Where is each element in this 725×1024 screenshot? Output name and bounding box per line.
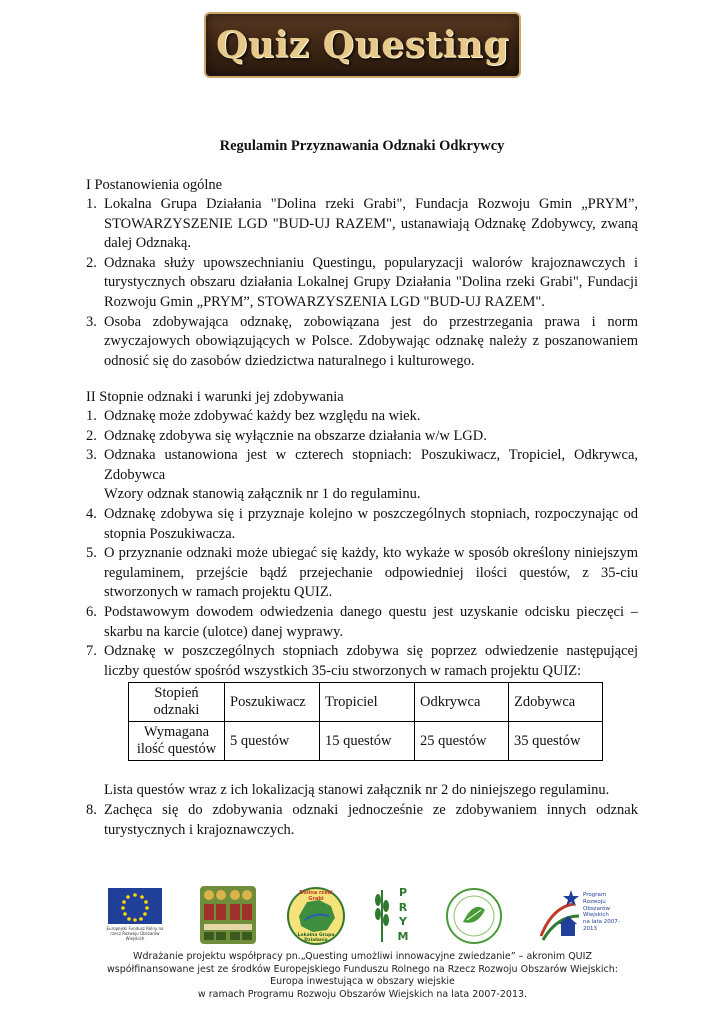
table-cell: 35 questów [509, 722, 603, 761]
table-cell: Tropiciel [320, 683, 415, 722]
list-item: 2. Odznaka służy upowszechnianiu Questingu, popularyzacji walorów krajoznawczych i turystycznych obszaru działania Lokalnej Grupy Działania "Dolina rzeki Grabi", Fundacji Rozwoju Gmin „PRYM”, STOWARZYSZENIA LGD "BUD-UJ RAZEM". [86, 254, 638, 310]
table-cell: Poszukiwacz [225, 683, 320, 722]
table-cell: Stopień odznaki [129, 683, 225, 722]
eu-caption: Europejski Fundusz Rolny na rzecz Rozwoju Obszarów Wiejskich [106, 926, 164, 941]
mosaic-logo-icon [200, 886, 256, 944]
footer-line: Wdrażanie projektu współpracy pn.„Questing umożliwi innowacyjne zwiedzanie” – akronim QUIZ [133, 951, 592, 962]
prow-text: Program Rozwoju Obszarów Wiejskich na lata 2007-2013 [583, 892, 620, 932]
list-item: 2. Odznakę zdobywa się wyłącznie na obszarze działania w/w LGD. [86, 427, 487, 444]
list-item: 1. Lokalna Grupa Działania "Dolina rzeki Grabi", Fundacja Rozwoju Gmin „PRYM”, STOWARZYSZENIE LGD "BUD-UJ RAZEM", ustanawiają Odznakę Zdobywcy, zwaną dalej Odznaką. [86, 196, 638, 252]
list-item: 3. Odznaka ustanowiona jest w czterech stopniach: Poszukiwacz, Tropiciel, Odkrywca, Zdobywca Wzory odznak stanowią załącznik nr 1 do regulaminu. [86, 446, 638, 505]
grades-table [128, 682, 603, 761]
table-cell: Odkrywca [415, 683, 509, 722]
footer-line: współfinansowane jest ze środków Europejskiego Funduszu Rolnego na Rzecz Rozwoju Obszarów Wiejskich: [106, 963, 618, 975]
list-item: 5. O przyznanie odznaki może ubiegać się każdy, kto wykaże w sposób określony niniejszym regulaminem, przejście bądź przejechanie odpowiedniej ilości questów, z 35-ciu stworzonych w ramach projektu QUIZ. [86, 545, 638, 601]
table-cell: 25 questów [415, 722, 509, 761]
list-item: 4. Odznakę zdobywa się i przyznaje kolejno w poszczególnych stopniach, rozpoczynając od stopnia Poszukiwacza. [86, 505, 638, 542]
grabi-top-text: Dolina rzeki Grabi [299, 890, 333, 902]
table-cell: Wymagana ilość questów [129, 722, 225, 761]
footer-line: Europa inwestująca w obszary wiejskie [270, 976, 455, 988]
grabi-bottom-text: Lokalna Grupa Działania [297, 933, 335, 943]
prow-star-icon [535, 886, 585, 946]
footer-line: w ramach Programu Rozwoju Obszarów Wiejskich na lata 2007-2013. [197, 988, 528, 1000]
prym-logo [373, 886, 413, 946]
section-1-list [86, 195, 638, 371]
logo-text: Quiz Questing [215, 24, 510, 66]
table-row [129, 722, 603, 761]
prow-logo [535, 886, 630, 946]
list-item: 1. Odznakę może zdobywać każdy bez względu na wiek. [86, 408, 421, 424]
footer-logos [0, 886, 725, 948]
item-3-note: Wzory odznak stanowią załącznik nr 1 do regulaminu. [104, 486, 421, 503]
leaf-circle-icon [443, 886, 505, 946]
dolina-grabi-logo [285, 886, 347, 946]
table-cell: 5 questów [225, 722, 320, 761]
section-2-heading: II Stopnie odznaki i warunki jej zdobywania [86, 389, 344, 405]
list-item: 6. Podstawowym dowodem odwiedzenia danego questu jest uzyskanie odcisku pieczęci – skarbu na karcie (ulotce) danej wyprawy. [86, 603, 638, 640]
list-item: 8. Zachęca się do zdobywania odznaki jednocześnie ze zdobywaniem innych odznak turystycznych i krajoznawczych. [86, 801, 638, 838]
quiz-questing-logo [204, 12, 521, 78]
section-1-heading: I Postanowienia ogólne [86, 177, 223, 193]
wheat-icon [373, 886, 391, 944]
table-cell: Zdobywca [509, 683, 603, 722]
eu-flag-logo [100, 886, 170, 946]
item-7-note: Lista questów wraz z ich lokalizacją stanowi załącznik nr 2 do niniejszego regulaminu. [104, 782, 610, 799]
document-title: Regulamin Przyznawania Odznaki Odkrywcy [219, 138, 505, 154]
prym-letters: P R Y M [397, 886, 409, 943]
table-row [129, 683, 603, 722]
table-cell: 15 questów [320, 722, 415, 761]
footer-text [0, 951, 725, 1001]
section-2-list [86, 407, 638, 840]
lgd-razem-logo [200, 886, 256, 946]
list-item: 7. Odznakę w poszczególnych stopniach zdobywa się poprzez odwiedzenie następującej liczby questów spośród wszystkich 35-ciu stworzonych w ramach projektu QUIZ: Stopień odznaki Poszukiwacz Tropiciel Odkrywca Zdobywca Wymagana ilość questów 5 questów 15 questów 25 questów 35 questów Lista questów wraz z ich lokalizacją stanowi załącznik nr 2 do niniejszego regulaminu. [86, 642, 638, 801]
lgd-round-logo [443, 886, 505, 946]
list-item: 3. Osoba zdobywająca odznakę, zobowiązana jest do przestrzegania prawa i norm zwyczajowych obowiązujących w Polsce. Zdobywając odznakę należy z poszanowaniem odnosić się do zasobów dziedzictwa naturalnego i kulturowego. [86, 313, 638, 369]
